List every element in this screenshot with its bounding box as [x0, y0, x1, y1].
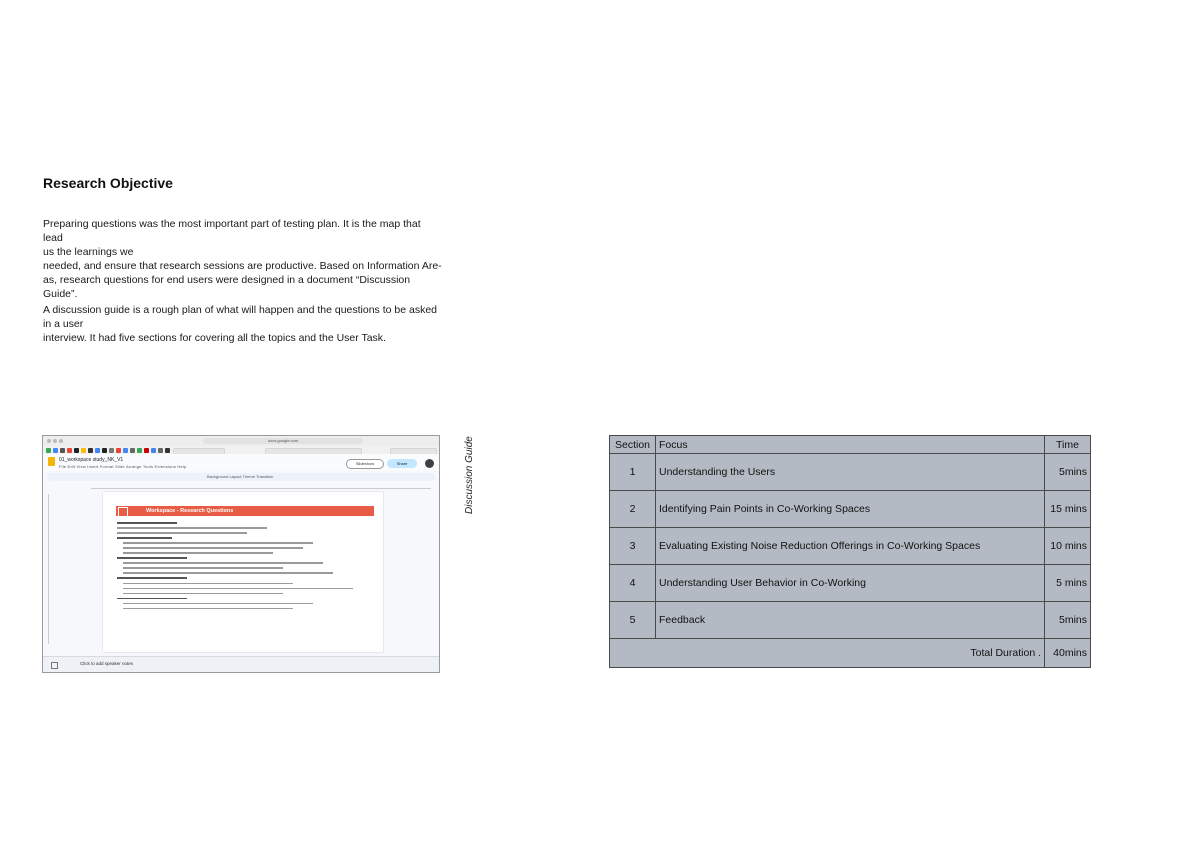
bookmarks-bar [43, 446, 439, 454]
paragraph-line: needed, and ensure that research sessions are productive. Based on Information Are- [43, 260, 442, 272]
editor-toolbar [47, 473, 435, 481]
paragraph-line: interview. It had five sections for covering all the topics and the User Task. [43, 332, 386, 344]
slides-header [43, 454, 439, 471]
section-focus: Understanding User Behavior in Co-Working [656, 565, 1045, 602]
section-heading: Research Objective [43, 175, 173, 191]
window-controls [47, 439, 67, 443]
total-row [610, 639, 1091, 668]
avatar [425, 459, 434, 468]
slides-screenshot [42, 435, 440, 673]
section-time: 10 mins [1045, 528, 1091, 565]
speaker-notes-bar [43, 656, 439, 673]
section-number: 5 [610, 602, 656, 639]
section-number: 4 [610, 565, 656, 602]
table-row [610, 454, 1091, 491]
address-bar: docs.google.com [203, 438, 363, 444]
speaker-notes-placeholder: Click to add speaker notes [80, 661, 134, 666]
left-ruler [45, 494, 49, 644]
section-number: 3 [610, 528, 656, 565]
total-duration-value: 40mins [1045, 639, 1091, 668]
toolbar-items: Background Layout Theme Transition [207, 474, 274, 479]
paragraph-line: A discussion guide is a rough plan of what will happen and the questions to be asked [43, 304, 438, 316]
slide-question-lines [117, 522, 367, 613]
slide-title: Workspace - Research Questions [146, 508, 234, 514]
section-time: 5mins [1045, 602, 1091, 639]
discussion-guide-table [609, 435, 1091, 668]
section-time: 5 mins [1045, 565, 1091, 602]
top-ruler [91, 484, 431, 489]
menu-bar: File Edit View Insert Format Slide Arrange Tools Extensions Help [59, 464, 187, 469]
slide-canvas [103, 492, 383, 652]
table-header-row [610, 436, 1091, 454]
column-header-section: Section [610, 436, 656, 454]
table-row [610, 528, 1091, 565]
section-number: 2 [610, 491, 656, 528]
slideshow-button: Slideshow [346, 459, 384, 469]
paragraph-line: us the learnings we [43, 246, 134, 258]
column-header-focus: Focus [656, 436, 1045, 454]
section-focus: Feedback [656, 602, 1045, 639]
vertical-caption: Discussion Guide [464, 436, 475, 514]
share-button: Share [387, 459, 417, 468]
section-focus: Identifying Pain Points in Co-Working Spaces [656, 491, 1045, 528]
table-row [610, 491, 1091, 528]
table-row [610, 565, 1091, 602]
column-header-time: Time [1045, 436, 1091, 454]
total-duration-label: Total Duration . [610, 639, 1045, 668]
grid-view-icon [51, 662, 58, 669]
paragraph-line: Guide”. [43, 288, 78, 300]
slide-banner [116, 506, 374, 516]
discussion-guide-paragraph [43, 303, 443, 345]
section-number: 1 [610, 454, 656, 491]
section-time: 5mins [1045, 454, 1091, 491]
doc-title: 01_workspace study_NK_V1 [59, 457, 124, 463]
slide-logo-icon [118, 507, 128, 517]
section-focus: Understanding the Users [656, 454, 1045, 491]
slides-logo-icon [48, 457, 55, 466]
section-time: 15 mins [1045, 491, 1091, 528]
browser-chrome [43, 436, 439, 446]
paragraph-line: as, research questions for end users were designed in a document “Discussion [43, 274, 411, 286]
table-row [610, 602, 1091, 639]
section-focus: Evaluating Existing Noise Reduction Offerings in Co-Working Spaces [656, 528, 1045, 565]
objective-paragraph [43, 217, 443, 301]
paragraph-line: in a user [43, 318, 84, 330]
paragraph-line: Preparing questions was the most important part of testing plan. It is the map that lead [43, 218, 421, 244]
